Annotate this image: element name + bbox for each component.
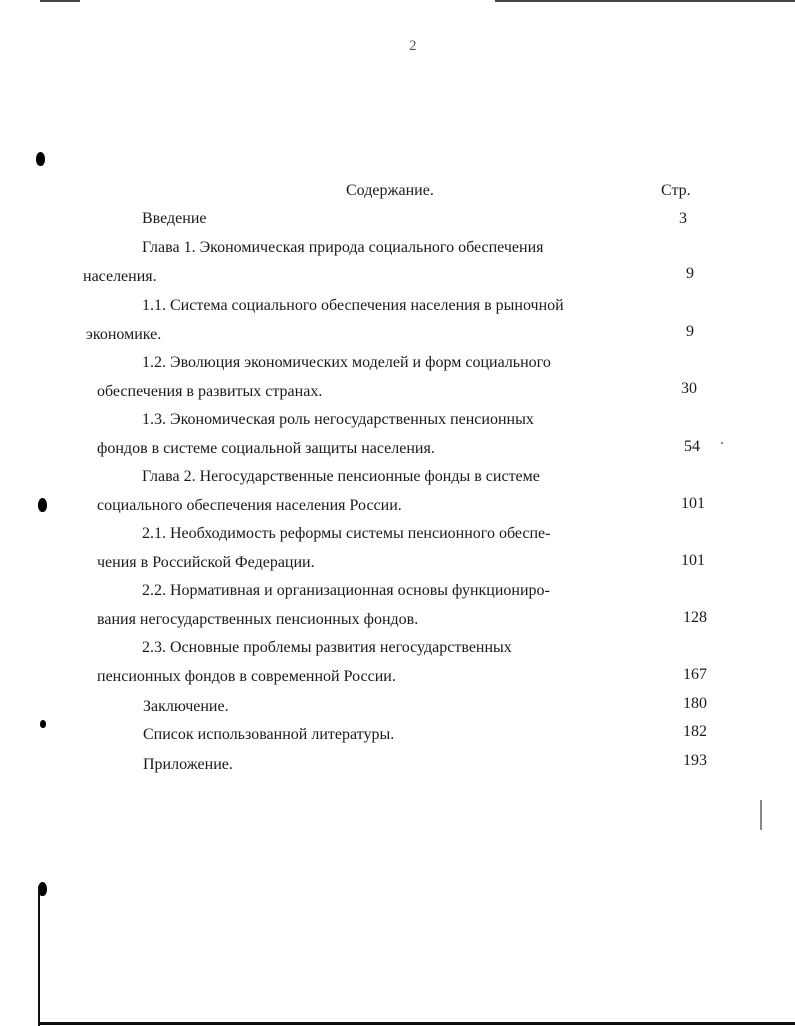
toc-entry-line: Введение xyxy=(142,210,207,227)
toc-entry-line: населения. xyxy=(83,268,157,285)
scan-edge-top-left xyxy=(40,0,80,2)
toc-entry-line: 2.2. Нормативная и организационная основы функциониро- xyxy=(142,582,550,599)
toc-entry-page: 101 xyxy=(681,552,705,569)
toc-entry-line: 2.1. Необходимость реформы системы пенсионного обеспе- xyxy=(142,525,551,542)
toc-entry-line: социального обеспечения населения России. xyxy=(97,497,402,514)
scan-edge-top-right xyxy=(495,0,795,2)
scan-speck xyxy=(721,442,723,444)
toc-entry-page: 128 xyxy=(683,609,707,626)
toc-entry-page: 9 xyxy=(686,265,694,282)
toc-entry-line: 1.2. Эволюция экономических моделей и форм социального xyxy=(142,354,551,371)
toc-entry-page: 30 xyxy=(681,380,697,397)
page-column-label: Стр. xyxy=(661,182,691,199)
scan-edge-bottom xyxy=(38,1022,795,1025)
toc-entry-line: фондов в системе социальной защиты населения. xyxy=(97,440,435,457)
toc-entry-line: вания негосударственных пенсионных фондов. xyxy=(97,611,419,628)
toc-entry-page: 101 xyxy=(681,495,705,512)
toc-entry-line: пенсионных фондов в современной России. xyxy=(97,668,396,685)
scan-edge-left xyxy=(38,886,40,1026)
toc-entry-line: 1.1. Система социального обеспечения населения в рыночной xyxy=(142,297,564,314)
punch-hole-mark xyxy=(40,720,46,728)
toc-entry-line: чения в Российской Федерации. xyxy=(97,554,315,571)
punch-hole-mark xyxy=(36,152,45,166)
toc-entry-line: Глава 2. Негосударственные пенсионные фонды в системе xyxy=(142,468,540,485)
toc-entry-line: 2.3. Основные проблемы развития негосударственных xyxy=(142,639,512,656)
page-number: 2 xyxy=(409,38,417,54)
toc-entry-line: Список использованной литературы. xyxy=(143,726,395,743)
toc-entry-page: 3 xyxy=(679,210,687,227)
toc-entry-line: Приложение. xyxy=(143,756,233,773)
toc-title: Содержание. xyxy=(346,182,434,199)
toc-entry-page: 193 xyxy=(683,752,707,769)
toc-entry-line: 1.3. Экономическая роль негосударственных пенсионных xyxy=(142,411,534,428)
toc-entry-line: обеспечения в развитых странах. xyxy=(97,383,323,400)
scan-speck xyxy=(760,800,762,830)
toc-entry-page: 182 xyxy=(683,723,707,740)
toc-entry-line: Заключение. xyxy=(143,698,229,715)
toc-entry-line: экономике. xyxy=(86,326,162,343)
punch-hole-mark xyxy=(38,498,47,512)
toc-entry-page: 9 xyxy=(686,323,694,340)
toc-entry-page: 180 xyxy=(683,695,707,712)
toc-entry-page: 54 xyxy=(684,438,700,455)
toc-entry-line: Глава 1. Экономическая природа социального обеспечения xyxy=(142,239,544,256)
toc-entry-page: 167 xyxy=(683,666,707,683)
